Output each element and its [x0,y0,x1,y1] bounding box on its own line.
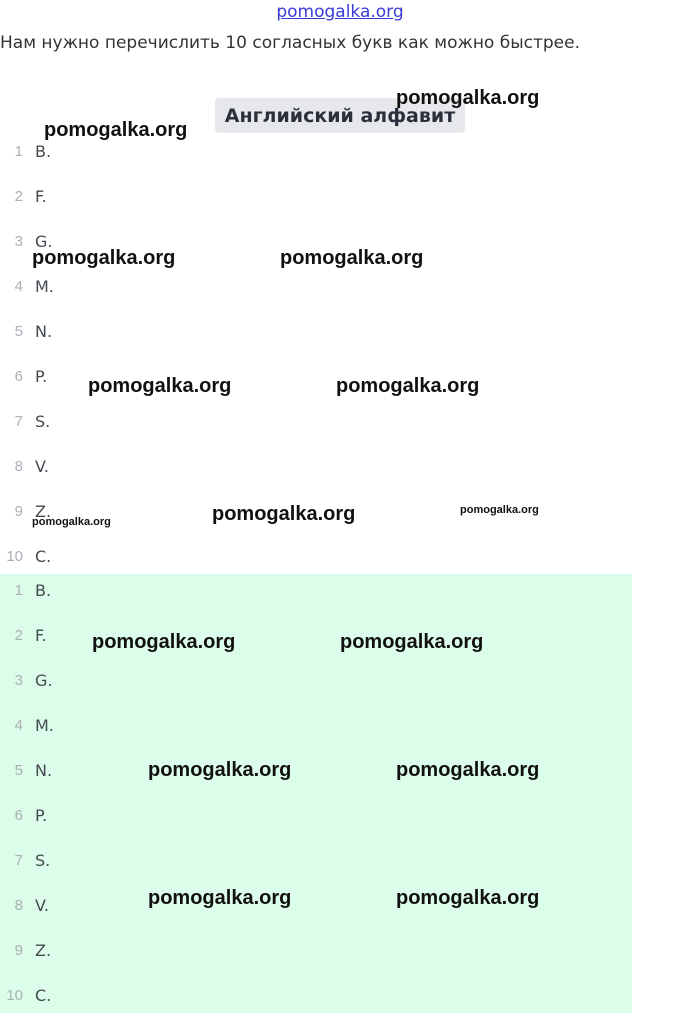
item-letter: N. [35,322,53,341]
item-number: 9 [14,503,23,520]
consonant-list [0,129,632,579]
list-item [0,489,632,534]
list-item [0,664,632,709]
item-number: 10 [6,548,23,565]
watermark: pomogalka.org [212,503,356,525]
item-number: 8 [14,458,23,475]
watermark: pomogalka.org [148,759,292,781]
item-letter: B. [35,581,52,600]
list-item [0,174,632,219]
list-item [0,399,632,444]
list-item [0,354,632,399]
item-letter: C. [35,986,52,1005]
list-item [0,309,632,354]
item-letter: N. [35,761,53,780]
item-letter: S. [35,412,51,431]
list-item [0,264,632,309]
item-letter: V. [35,457,49,476]
item-number: 8 [14,897,23,914]
item-letter: G. [35,232,53,251]
list-item [0,934,632,979]
list-item [0,444,632,489]
list-item [0,844,632,889]
intro-text: Нам нужно перечислить 10 согласных букв как можно быстрее. [0,33,581,53]
item-number: 3 [14,672,23,689]
list-item [0,574,632,619]
watermark: pomogalka.org [88,375,232,397]
watermark: pomogalka.org [32,516,111,528]
watermark: pomogalka.org [336,375,480,397]
item-letter: P. [35,367,48,386]
item-letter: G. [35,671,53,690]
list-item [0,979,632,1024]
watermark: pomogalka.org [32,247,176,269]
list-item [0,754,632,799]
item-number: 1 [14,582,23,599]
watermark: pomogalka.org [148,887,292,909]
item-number: 5 [14,762,23,779]
item-letter: F. [35,187,47,206]
list-item [0,534,632,579]
item-letter: P. [35,806,48,825]
item-letter: Z. [35,502,52,521]
item-letter: B. [35,142,52,161]
item-number: 7 [14,852,23,869]
watermark: pomogalka.org [460,504,539,516]
item-letter: V. [35,896,49,915]
item-number: 6 [14,368,23,385]
watermark: pomogalka.org [396,87,540,109]
list-item [0,619,632,664]
watermark: pomogalka.org [340,631,484,653]
watermark: pomogalka.org [44,119,188,141]
item-number: 7 [14,413,23,430]
list-item [0,889,632,934]
watermark: pomogalka.org [396,887,540,909]
item-number: 1 [14,143,23,160]
watermark: pomogalka.org [396,759,540,781]
list-item [0,129,632,174]
item-letter: F. [35,626,47,645]
watermark: pomogalka.org [92,631,236,653]
watermark: pomogalka.org [280,247,424,269]
item-letter: M. [35,277,54,296]
item-number: 2 [14,188,23,205]
item-number: 5 [14,323,23,340]
item-number: 9 [14,942,23,959]
list-item [0,799,632,844]
item-letter: C. [35,547,52,566]
item-letter: M. [35,716,54,735]
item-number: 4 [14,717,23,734]
item-number: 6 [14,807,23,824]
item-number: 3 [14,233,23,250]
item-letter: S. [35,851,51,870]
item-number: 4 [14,278,23,295]
site-link[interactable]: pomogalka.org [276,2,404,22]
page-title: Английский алфавит [215,98,465,133]
item-letter: Z. [35,941,52,960]
list-item [0,219,632,264]
list-item [0,709,632,754]
item-number: 2 [14,627,23,644]
consonant-list-highlighted [0,574,632,1013]
item-number: 10 [6,987,23,1004]
